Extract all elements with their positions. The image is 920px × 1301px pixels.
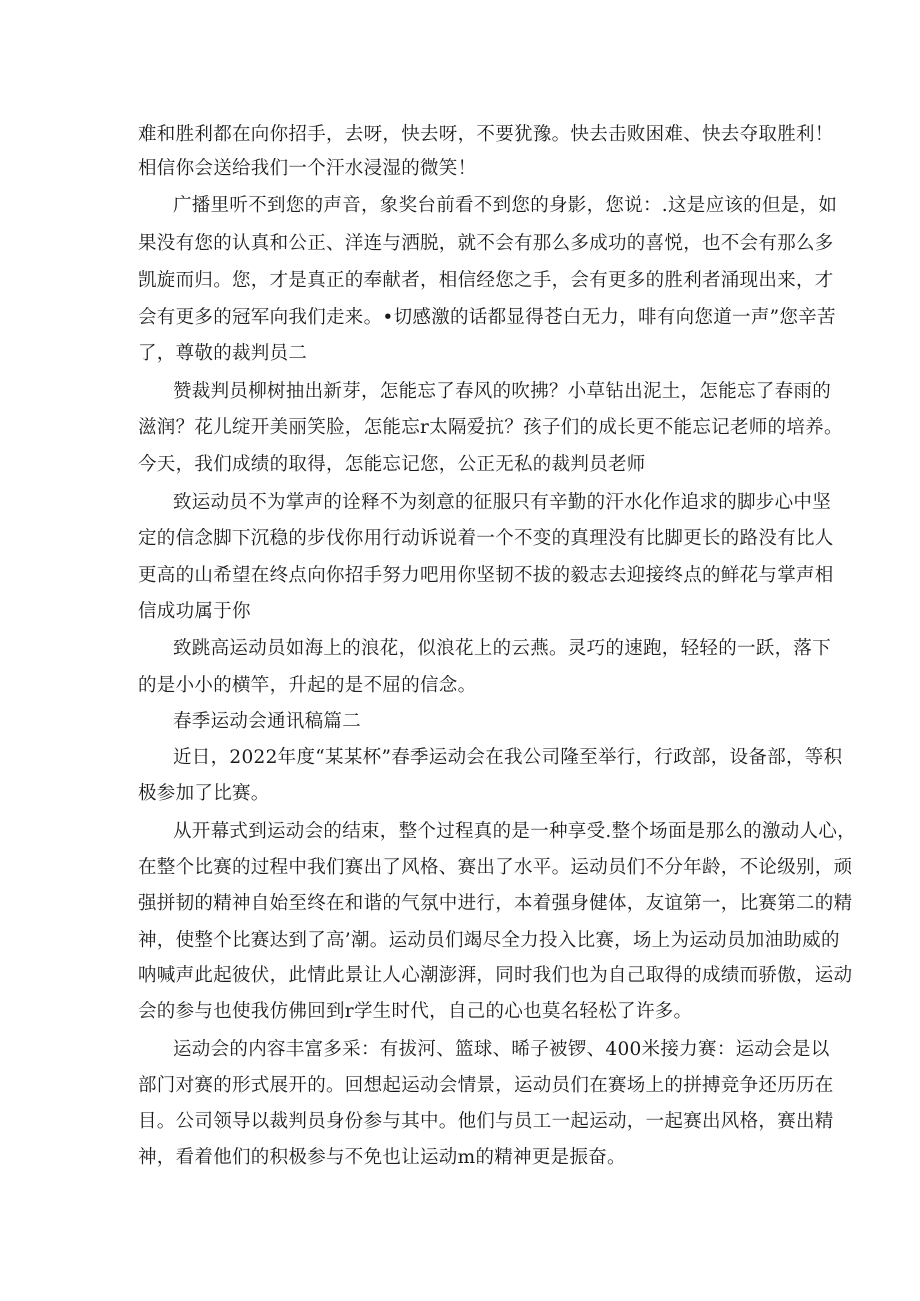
text-line: 会有更多的冠军向我们走来。•切感激的话都显得苍白无力，啡有向您道一声”您辛苦 bbox=[138, 307, 836, 328]
text-line: 难和胜利都在向你招手，去呀，快去呀，不要犹豫。快去击败困难、快去夺取胜利！ bbox=[138, 124, 834, 145]
text-line: 从开幕式到运动会的结束，整个过程真的是一种享受.整个场面是那么的激动人心， bbox=[173, 821, 856, 842]
text-line: 信成功属于你 bbox=[138, 601, 251, 622]
text-line: 更高的山希望在终点向你招手努力吧用你坚韧不拔的毅志去迎接终点的鲜花与掌声相 bbox=[138, 565, 834, 586]
text-line: 部门对赛的形式展开的。回想起运动会情景，运动员们在赛场上的拼搏竞争还历历在 bbox=[138, 1075, 834, 1096]
text-line: 了，尊敬的裁判员二 bbox=[138, 343, 308, 364]
text-line: 强拼韧的精神自始至终在和谐的气氛中进行，本着强身健体，友谊第一，比赛第二的精 bbox=[138, 893, 853, 914]
text-line: 今天，我们成绩的取得，怎能忘记您，公正无私的裁判员老师 bbox=[138, 454, 646, 475]
text-line: 滋润？花儿绽开美丽笑脸，怎能忘r太隔爱抗？孩子们的成长更不能忘记老师的培养。 bbox=[138, 417, 843, 438]
text-line: 致运动员不为掌声的诠释不为刻意的征服只有辛勤的汗水化作追求的脚步心中坚 bbox=[173, 492, 832, 513]
text-line: 会的参与也使我仿佛回到r学生时代，自己的心也莫名轻松了许多。 bbox=[138, 1001, 693, 1022]
text-line: 极参加了比赛。 bbox=[138, 783, 270, 804]
text-line: 赞裁判员柳树抽出新芽，怎能忘了春风的吹拂？小草钻出泥土，怎能忘了春雨的 bbox=[173, 381, 832, 402]
text-line: 定的信念脚下沉稳的步伐你用行动诉说着一个不变的真理没有比脚更长的路没有比人 bbox=[138, 528, 834, 549]
text-line: 凯旋而归。您，才是真正的奉献者，相信经您之手，会有更多的胜利者涌现出来，才 bbox=[138, 270, 834, 291]
text-line: 近日，2022年度“某某杯”春季运动会在我公司隆至举行，行政部，设备部，等积 bbox=[173, 747, 843, 768]
text-line: 呐喊声此起彼伏，此情此景让人心潮澎湃，同时我们也为自己取得的成绩而骄傲，运动 bbox=[138, 965, 853, 986]
text-line: 神，看着他们的积极参与不免也让运动m的精神更是振奋。 bbox=[138, 1147, 626, 1168]
text-line: 果没有您的认真和公正、洋连与洒脱，就不会有那么多成功的喜悦，也不会有那么多 bbox=[138, 233, 834, 254]
text-line: 致跳高运动员如海上的浪花，似浪花上的云燕。灵巧的速跑，轻轻的一跃，落下 bbox=[173, 638, 832, 659]
text-line: 广播里听不到您的声音，象奖台前看不到您的身影，您说：.这是应该的但是，如 bbox=[173, 195, 838, 216]
section-heading: 春季运动会通讯稿篇二 bbox=[173, 711, 362, 732]
text-line: 目。公司领导以裁判员身份参与其中。他们与员工一起运动，一起赛出风格，赛出精 bbox=[138, 1111, 834, 1132]
text-line: 在整个比赛的过程中我们赛出了风格、赛出了水平。运动员们不分年龄，不论级别，顽 bbox=[138, 857, 853, 878]
text-line: 运动会的内容丰富多采：有拔河、篮球、晞子被锣、400米接力赛：运动会是以 bbox=[173, 1039, 830, 1060]
text-line: 的是小小的横竿，升起的是不屈的信念。 bbox=[138, 675, 477, 696]
text-line: 神，使整个比赛达到了高’潮。运动员们竭尽全力投入比赛，场上为运动员加油助威的 bbox=[138, 930, 840, 951]
text-line: 相信你会送给我们一个汗水浸湿的微笑！ bbox=[138, 158, 477, 179]
